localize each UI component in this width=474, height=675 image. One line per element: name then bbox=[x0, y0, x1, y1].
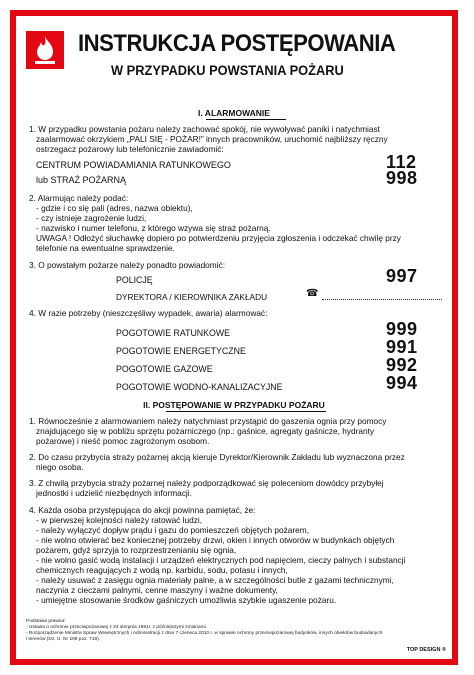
s1-p1-line2: zaalarmować okrzykiem „PALI SIĘ - POŻAR!” innych pracowników, uruchomić najbliższy ręczny bbox=[36, 134, 388, 144]
instruction-sign bbox=[10, 10, 458, 665]
s2-p3-line2: jednostki i udzielić niezbędnych informacji. bbox=[36, 488, 192, 498]
s2-p1-line2: znajdującego się w pobliżu sprzętu pożarniczego (np.: gaśnice, agregaty gaśnicze, hydranty bbox=[36, 426, 375, 436]
s1-p1-line3: ostrzegacz pożarowy lub telefonicznie zawiadomić: bbox=[36, 144, 224, 154]
telephone-icon: ☎ bbox=[306, 288, 319, 299]
page-title: INSTRUKCJA POSTĘPOWANIA bbox=[78, 30, 396, 57]
service-label: POGOTOWIE ENERGETYCZNE bbox=[116, 346, 246, 356]
section-2-underline bbox=[166, 411, 326, 412]
list-item: pożarem, gdyż sprzyja to rozprzestrzenianiu się ognia, bbox=[36, 545, 237, 555]
fire-brigade-label: lub STRAŻ POŻARNĄ bbox=[36, 175, 127, 185]
list-item: - należy wyłączyć dopływ prądu i gazu do pomieszczeń objętych pożarem, bbox=[36, 525, 310, 535]
legal-basis-line: - Rozporządzenie Ministra Spraw Wewnętrznych i Administracji z dnia 7 czerwca 2010 r. w sprawie ochrony przeciwpożarowej budynków, innych obiektów budowlanych bbox=[26, 631, 383, 636]
service-number: 994 bbox=[386, 373, 418, 393]
s1-p2-line5: UWAGA ! Odłożyć słuchawkę dopiero po potwierdzeniu przyjęcia zgłoszenia i odczekać chwilę przy bbox=[36, 233, 401, 243]
emergency-center-label: CENTRUM POWIADAMIANIA RATUNKOWEGO bbox=[36, 160, 231, 170]
brand-mark: TOP DESIGN ® bbox=[406, 647, 446, 653]
service-label: POGOTOWIE RATUNKOWE bbox=[116, 328, 231, 338]
service-label: POGOTOWIE GAZOWE bbox=[116, 364, 213, 374]
list-item: - umiejętne stosowanie środków gaśniczych umożliwia szybkie ugaszenie pożaru. bbox=[36, 595, 337, 605]
s2-p2-line1: 2. Do czasu przybycia straży pożarnej akcją kieruje Dyrektor/Kierownik Zakładu lub wyznaczona przez bbox=[29, 452, 405, 462]
director-phone-blank bbox=[322, 299, 442, 300]
s1-p4-line1: 4. W razie potrzeby (nieszczęśliwy wypadek, awaria) alarmować: bbox=[29, 308, 268, 318]
s2-p2-line2: niego osoba. bbox=[36, 462, 84, 472]
s1-p2-line1: 2. Alarmując należy podać: bbox=[29, 193, 129, 203]
legal-basis-line: i terenów (Dz. U. Nr 109 poz. 719). bbox=[26, 637, 101, 642]
s1-p2-line3: - czy istnieje zagrożenie ludzi, bbox=[36, 213, 147, 223]
service-number: 999 bbox=[386, 319, 418, 339]
list-item: naczynia z cieczami palnymi, cenne maszyny i ważne dokumenty, bbox=[36, 585, 278, 595]
s1-p2-line6: telefonie na ewentualne sprawdzenie. bbox=[36, 243, 175, 253]
s1-p3-line1: 3. O powstałym pożarze należy ponadto powiadomić: bbox=[29, 260, 226, 270]
police-label: POLICJĘ bbox=[116, 275, 153, 285]
section-1-heading: I. ALARMOWANIE bbox=[198, 108, 270, 118]
s2-p1-line1: 1. Równocześnie z alarmowaniem należy natychmiast przystąpić do gaszenia ognia przy pomocy bbox=[29, 416, 387, 426]
s2-p1-line3: pożarowe) i nieść pomoc zagrożonym osobom. bbox=[36, 436, 210, 446]
s2-p3-line1: 3. Z chwilą przybycia straży pożarnej należy podporządkować się poleceniom dowódcy przybyłej bbox=[29, 478, 384, 488]
flame-icon bbox=[26, 31, 64, 69]
page-subtitle: W PRZYPADKU POWSTANIA POŻARU bbox=[111, 63, 344, 78]
fire-brigade-number: 998 bbox=[386, 168, 418, 188]
director-label: DYREKTORA / KIEROWNIKA ZAKŁADU bbox=[116, 292, 268, 302]
service-number: 992 bbox=[386, 355, 418, 375]
list-item: - nie wolno otwierać bez koniecznej potrzeby drzwi, okien i innych otworów w budynkach objętych bbox=[36, 535, 395, 545]
service-number: 991 bbox=[386, 337, 418, 357]
list-item: - w pierwszej kolejności należy ratować ludzi, bbox=[36, 515, 203, 525]
s1-p2-line2: - gdzie i co się pali (adres, nazwa obiektu), bbox=[36, 203, 193, 213]
legal-basis-title: Podstawa prawna: bbox=[26, 619, 66, 624]
legal-basis-line: - Ustawa o ochronie przeciwpożarowej z 24 sierpnia 1991r. z późniejszymi zmianami. bbox=[26, 625, 208, 630]
list-item: - należy usuwać z zasięgu ognia materiały palne, a w szczególności butle z gazami technicznymi, bbox=[36, 575, 394, 585]
s1-p2-line4: - nazwisko i numer telefonu, z którego wzywa się straż pożarną. bbox=[36, 223, 271, 233]
s2-p4-line1: 4. Każda osoba przystępująca do akcji powinna pamiętać, że: bbox=[29, 505, 256, 515]
s1-p1-line1: 1. W przypadku powstania pożaru należy zachować spokój, nie wywoływać paniki i natychmiast bbox=[29, 124, 380, 134]
police-number: 997 bbox=[386, 266, 418, 286]
list-item: - nie wolno gasić wodą instalacji i urządzeń elektrycznych pod napięciem, cieczy palnych i substancji bbox=[36, 555, 406, 565]
section-1-underline bbox=[206, 119, 286, 120]
service-label: POGOTOWIE WODNO-KANALIZACYJNE bbox=[116, 382, 283, 392]
emergency-center-number: 112 bbox=[386, 152, 417, 172]
list-item: chemicznych reagujących z wodą np. karbidu, sodu, potasu i innych, bbox=[36, 565, 288, 575]
section-2-heading: II. POSTĘPOWANIE W PRZYPADKU POŻARU bbox=[143, 400, 325, 410]
